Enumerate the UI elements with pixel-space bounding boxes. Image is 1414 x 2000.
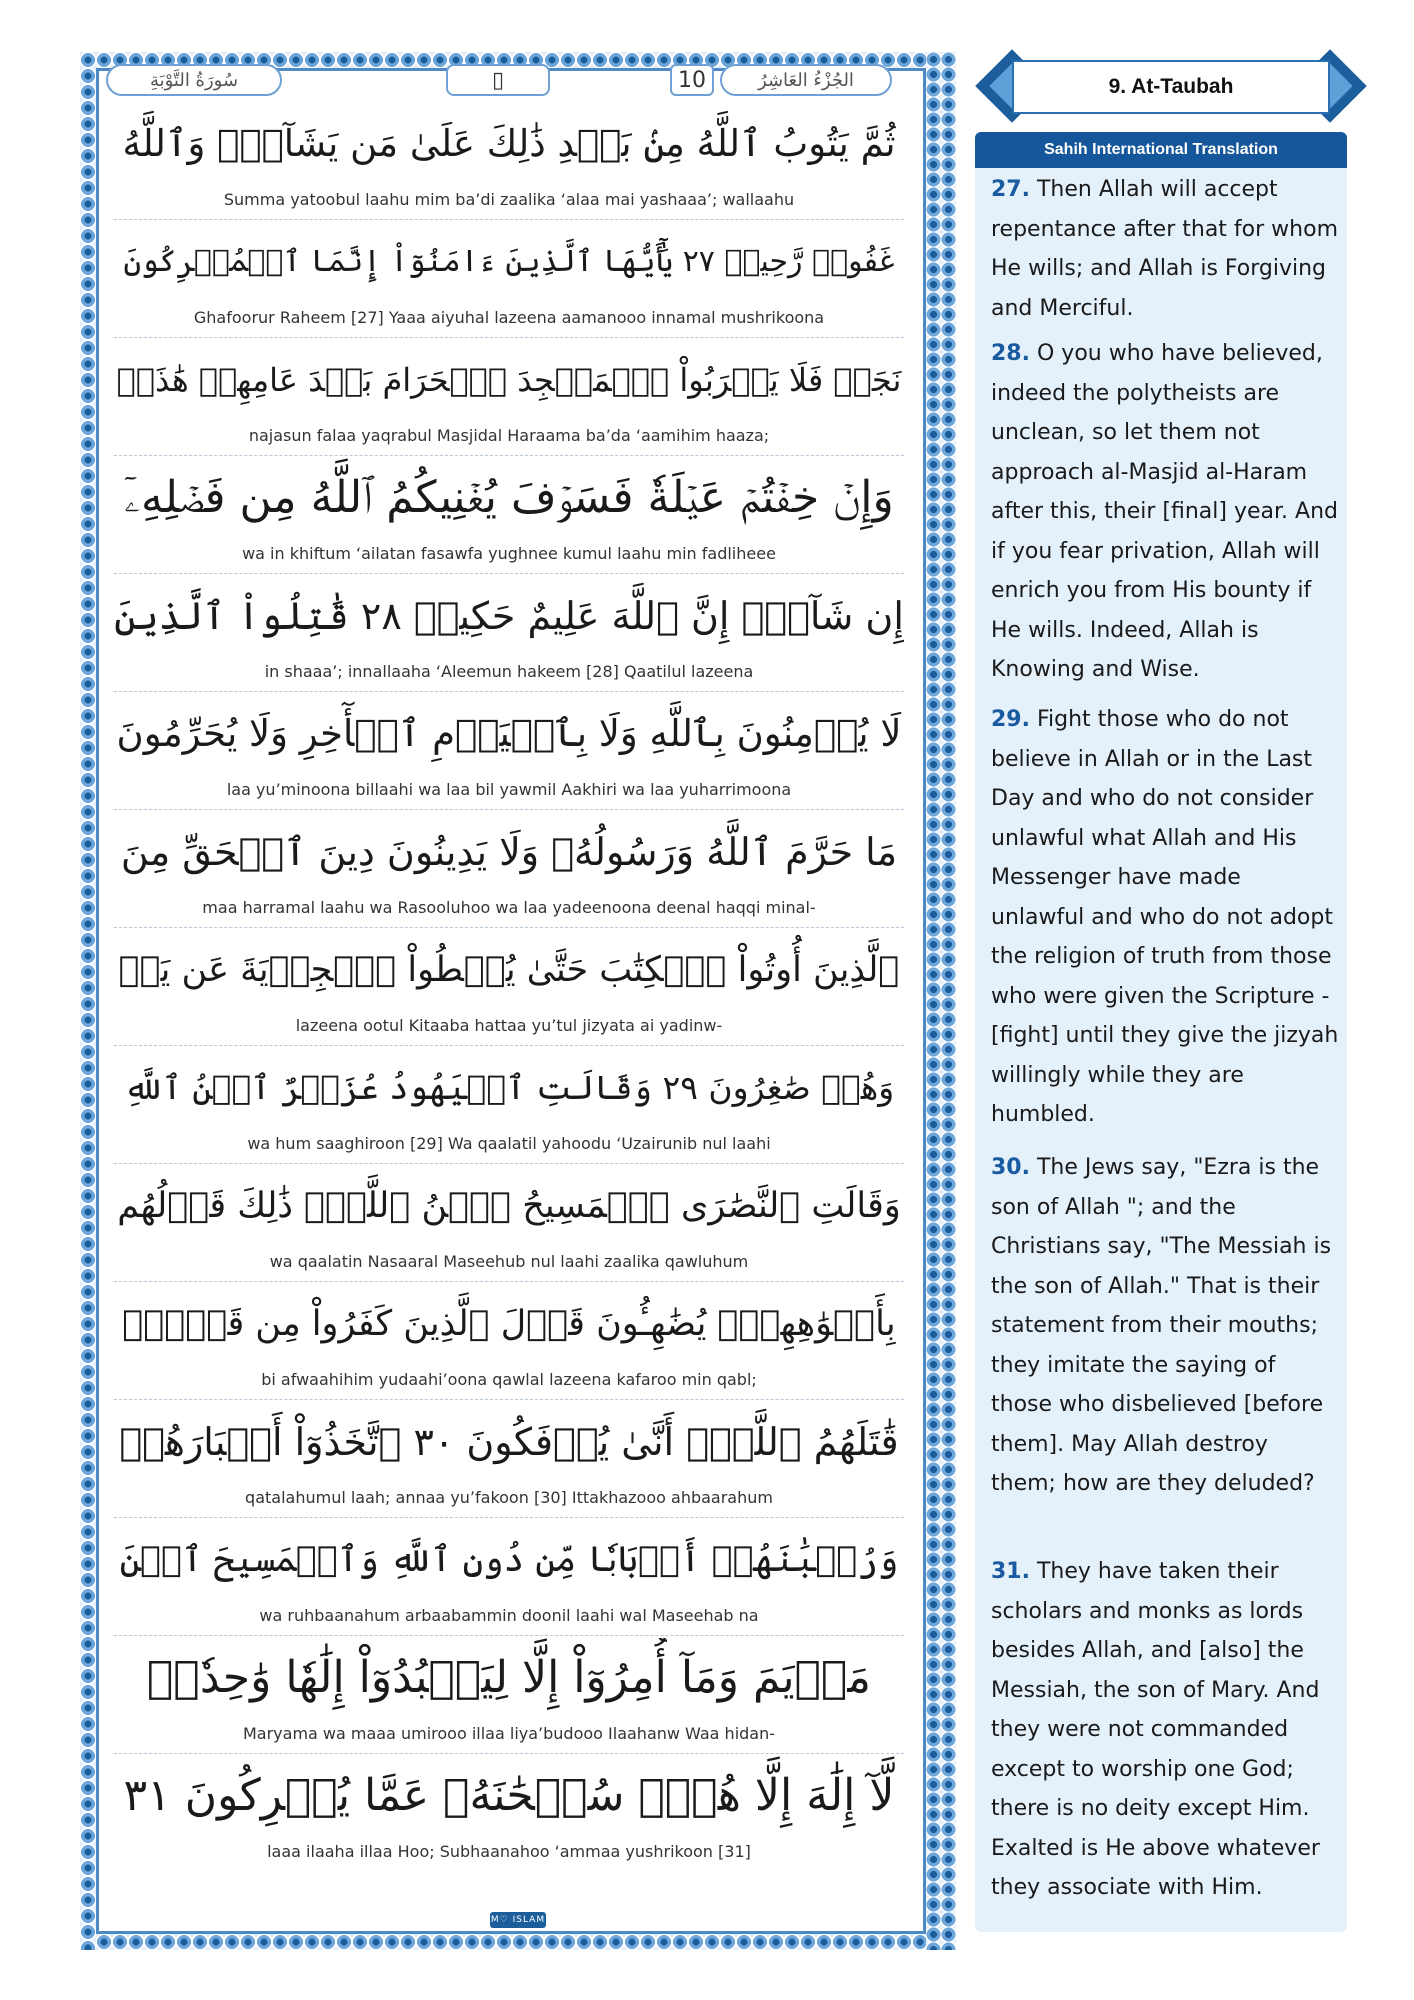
verse-line bbox=[114, 1636, 904, 1754]
verse-number: 28. bbox=[991, 341, 1030, 366]
verse-text: Then Allah will accept repentance after that for whom He wills; and Allah is Forgiving and Merciful. bbox=[991, 177, 1338, 321]
transliteration: najasun falaa yaqrabul Masjidal Haraama ba’da ‘aamihim haaza; bbox=[248, 426, 770, 445]
arabic-text: ثُمَّ يَتُوبُ ٱللَّهُ مِنۢ بَعۡدِ ذَٰلِكَ عَلَىٰ مَن يَشَآءُۗ وَٱللَّهُ bbox=[122, 122, 896, 165]
verse-text: O you who have believed, indeed the polytheists are unclean, so let them not approach al-Masjid al-Haram after this, their [final] year. And if you fear privation, Allah will enrich you from His bounty if He wills. Indeed, Allah is Knowing and Wise. bbox=[991, 341, 1338, 682]
verse-text: They have taken their scholars and monks as lords besides Allah, and [also] the Messiah, the son of Mary. And they were not commanded except to worship one God; there is no deity except Him. Exalted is He above whatever they associate with Him. bbox=[991, 1559, 1320, 1900]
arabic-text: بِأَفۡوَٰهِهِمۡۖ يُضَٰهِـُٔونَ قَوۡلَ ٱلَّذِينَ كَفَرُواْ مِن قَبۡلُۚ bbox=[122, 1304, 896, 1344]
transliteration: lazeena ootul Kitaaba hattaa yu’tul jizyata ai yadinw- bbox=[295, 1016, 723, 1035]
transliteration: wa qaalatin Nasaaral Maseehub nul laahi zaalika qawluhum bbox=[269, 1252, 749, 1271]
verse-line bbox=[114, 574, 904, 692]
ornamental-border-left bbox=[80, 52, 96, 1950]
ornamental-border-right bbox=[926, 52, 956, 1950]
transliteration: laa yu’minoona billaahi wa laa bil yawmil Aakhiri wa laa yuharrimoona bbox=[226, 780, 792, 799]
transliteration: wa ruhbaanahum arbaabammin doonil laahi wal Maseehab na bbox=[259, 1606, 759, 1625]
bookmark-icon[interactable]: ▯ bbox=[446, 64, 550, 96]
verse-line bbox=[114, 1282, 904, 1400]
transliteration: Maryama wa maaa umirooo illaa liya’budooo Ilaahanw Waa hidan- bbox=[242, 1724, 776, 1743]
arabic-text: وَرُهۡبَٰنَهُمۡ أَرۡبَابٗا مِّن دُونِ ٱللَّهِ وَٱلۡمَسِيحَ ٱبۡنَ bbox=[119, 1540, 899, 1580]
arabic-text: لَّآ إِلَٰهَ إِلَّا هُوَۚ سُبۡحَٰنَهُۥ عَمَّا يُشۡرِكُونَ ٣١ bbox=[123, 1770, 895, 1821]
translation-verse bbox=[991, 700, 1339, 1135]
translation-verse bbox=[991, 334, 1339, 690]
transliteration: qatalahumul laah; annaa yu’fakoon [30] Ittakhazooo ahbaarahum bbox=[245, 1488, 773, 1507]
transliteration: in shaaa’; innallaaha ‘Aleemun hakeem [28] Qaatilul lazeena bbox=[264, 662, 754, 681]
verse-line bbox=[114, 220, 904, 338]
transliteration: Summa yatoobul laahu mim ba’di zaalika ‘alaa mai yashaaa’; wallaahu bbox=[223, 190, 795, 209]
arabic-text: وَإِنۡ خِفۡتُمۡ عَيۡلَةٗ فَسَوۡفَ يُغۡنِيكُمُ ٱللَّهُ مِن فَضۡلِهِۦٓ bbox=[124, 472, 894, 523]
transliteration: bi afwaahihim yudaahi’oona qawlal lazeena kafaroo min qabl; bbox=[261, 1370, 757, 1389]
verse-number: 30. bbox=[991, 1155, 1030, 1180]
translation-panel bbox=[975, 132, 1347, 1932]
verse-line bbox=[114, 692, 904, 810]
transliteration: maa harramal laahu wa Rasooluhoo wa laa yadeenoona deenal haqqi minal- bbox=[202, 898, 816, 917]
arabic-text: لَا يُؤۡمِنُونَ بِٱللَّهِ وَلَا بِٱلۡيَوۡمِ ٱلۡأٓخِرِ وَلَا يُحَرِّمُونَ bbox=[116, 712, 902, 755]
verse-line bbox=[114, 338, 904, 456]
arabic-text: وَقَالَتِ ٱلنَّصَٰرَى ٱلۡمَسِيحُ ٱبۡنُ ٱللَّهِۖ ذَٰلِكَ قَوۡلُهُم bbox=[117, 1186, 901, 1226]
verse-line bbox=[114, 810, 904, 928]
translation-verse bbox=[991, 1148, 1339, 1504]
verse-text: Fight those who do not believe in Allah or in the Last Day and who do not consider unlawful what Allah and His Messenger have made unlawful and who do not adopt the religion of truth from those who were given the Scripture - [fight] until they give the jizyah willingly while they are humbled. bbox=[991, 707, 1339, 1127]
transliteration: laaa ilaaha illaa Hoo; Subhaanahoo ‘ammaa yushrikoon [31] bbox=[267, 1842, 751, 1861]
arabic-text: ٱلَّذِينَ أُوتُواْ ٱلۡكِتَٰبَ حَتَّىٰ يُعۡطُواْ ٱلۡجِزۡيَةَ عَن يَدٖ bbox=[118, 950, 900, 990]
transliteration: wa hum saaghiroon [29] Wa qaalatil yahoodu ‘Uzairunib nul laahi bbox=[247, 1134, 771, 1153]
transliteration: Ghafoorur Raheem [27] Yaaa aiyuhal lazeena aamanooo innamal mushrikoona bbox=[193, 308, 825, 327]
arabic-text: نَجَسٞ فَلَا يَقۡرَبُواْ ٱلۡمَسۡجِدَ ٱلۡحَرَامَ بَعۡدَ عَامِهِمۡ هَٰذَاۚ bbox=[116, 361, 902, 399]
surah-title-frame bbox=[980, 56, 1362, 120]
verse-number: 27. bbox=[991, 177, 1030, 202]
verse-number: 31. bbox=[991, 1559, 1030, 1584]
verse-line bbox=[114, 928, 904, 1046]
arabic-text: مَرۡيَمَ وَمَآ أُمِرُوٓاْ إِلَّا لِيَعۡبُدُوٓاْ إِلَٰهٗا وَٰحِدٗاۖ bbox=[147, 1652, 871, 1703]
transliteration: wa in khiftum ‘ailatan fasawfa yughnee kumul laahu min fadliheee bbox=[242, 544, 776, 563]
verse-line bbox=[114, 1400, 904, 1518]
translation-verse bbox=[991, 1552, 1339, 1908]
arabic-text: وَهُمۡ صَٰغِرُونَ ٢٩ وَقَالَتِ ٱلۡيَهُودُ عُزَيۡرٌ ٱبۡنُ ٱللَّهِ bbox=[123, 1068, 895, 1107]
verse-line bbox=[114, 1754, 904, 1872]
verse-line bbox=[114, 456, 904, 574]
arabic-text: مَا حَرَّمَ ٱللَّهُ وَرَسُولُهُۥ وَلَا يَدِينُونَ دِينَ ٱلۡحَقِّ مِنَ bbox=[120, 830, 898, 874]
surah-name-tab: سُورَةُ التَّوْبَةِ bbox=[106, 64, 282, 96]
muslim-logo: M♡ ISLAM bbox=[490, 1912, 546, 1928]
verse-line bbox=[114, 1164, 904, 1282]
translation-verse bbox=[991, 170, 1339, 328]
verse-number: 29. bbox=[991, 707, 1030, 732]
arabic-text: غَفُورٞ رَّحِيمٞ ٢٧ يَٰٓأَيُّهَا ٱلَّذِينَ ءَامَنُوٓاْ إِنَّمَا ٱلۡمُشۡرِكُونَ bbox=[123, 244, 895, 279]
juz-name-tab: الجُزْءُ العَاشِرُ bbox=[720, 64, 892, 96]
translation-header: Sahih International Translation bbox=[975, 132, 1347, 168]
arabic-text: قَٰتَلَهُمُ ٱللَّهُۖ أَنَّىٰ يُؤۡفَكُونَ ٣٠ ٱتَّخَذُوٓاْ أَحۡبَارَهُمۡ bbox=[119, 1420, 899, 1464]
ornamental-border-bottom bbox=[80, 1934, 956, 1950]
verse-line bbox=[114, 1518, 904, 1636]
verse-text: The Jews say, "Ezra is the son of Allah "; and the Christians say, "The Messiah is the son of Allah." That is their statement from their mouths; they imitate the saying of those who disbelieved [before them]. May Allah destroy them; how are they deluded? bbox=[991, 1155, 1332, 1496]
surah-title: 9. At-Taubah bbox=[1012, 60, 1330, 114]
quran-page bbox=[80, 52, 956, 1950]
verse-line bbox=[114, 1046, 904, 1164]
verse-line bbox=[114, 102, 904, 220]
page-number: 10 bbox=[670, 64, 714, 96]
arabic-text: إِن شَآءَۚ إِنَّ ٱللَّهَ عَلِيمٌ حَكِيمٞ ٢٨ قَٰتِلُواْ ٱلَّذِينَ bbox=[114, 594, 904, 638]
